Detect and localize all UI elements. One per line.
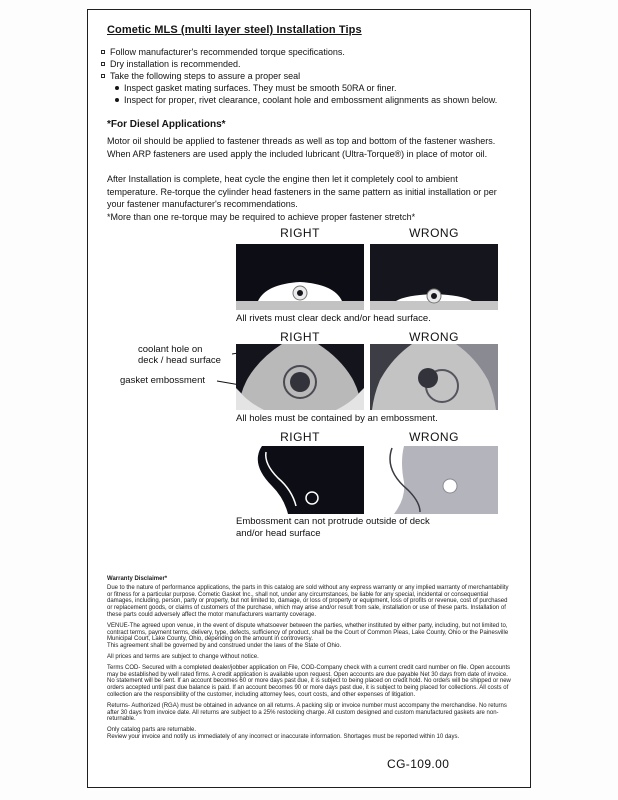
list-item-text: Take the following steps to assure a proper seal: [110, 71, 301, 81]
warranty-paragraph: This agreement shall be governed by and construed under the laws of the State of Ohio.: [107, 643, 342, 650]
diagram-caption-line2: and/or head surface: [236, 528, 321, 539]
list-item: [101, 46, 511, 58]
page-number: CG-109.00: [387, 757, 450, 771]
right-label: RIGHT: [280, 226, 320, 240]
warranty-disclaimer: [107, 576, 513, 741]
warranty-paragraph: All prices and terms are subject to change without notice.: [107, 653, 259, 660]
retorque-note: *More than one re-torque may be required to achieve proper fastener stretch*: [107, 212, 416, 222]
warranty-paragraph: Terms COD- Secured with a completed dealer/jobber application on File, COD-Company check with a current credit card number on file. Open accounts may be established by well rated firms. A credit application is available upon request. Open accounts are due payable Net 30 days from date of invoice. No statement will be sent. If an account becomes 60 or more days past due, it is subject to being placed on credit hold. No orders will be shipped or new orders accepted until past due balance is paid. If an account becomes 90 or more days past due, it is subject to being placed for collections. All costs of collection are the responsibility of the customer, including attorney fees, court costs, and other expenses of litigation.: [107, 664, 511, 698]
filled-bullet-marker: [115, 98, 119, 102]
diagram-caption: [236, 516, 430, 540]
list-item: [101, 70, 511, 82]
warranty-paragraph: Only catalog parts are returnable.: [107, 727, 197, 734]
install-tips-list: [101, 46, 511, 106]
gasket-embossment-label: gasket embossment: [120, 375, 206, 386]
coolant-hole-label: [138, 344, 221, 366]
diesel-paragraph-1: Motor oil should be applied to fastener threads as well as top and bottom of the fastener washers. When ARP fasteners are used apply the included lubricant (Ultra-Torque®) in place of motor oil.: [107, 136, 496, 159]
warranty-paragraph: Review your invoice and notify us immediately of any incorrect or inaccurate information. Shortages must be reported within 10 days.: [107, 733, 460, 740]
wrong-label: WRONG: [409, 330, 459, 344]
catalog-page: [87, 9, 531, 788]
coolant-hole-right-diagram: [236, 344, 364, 410]
diesel-paragraph-2: After Installation is complete, heat cycle the engine then let it completely cool to ambient temperature. Re-torque the cylinder head fasteners in the same pattern as initial installation or per your fastener manufacturer's recommendations.: [107, 174, 497, 209]
diagram-caption: All rivets must clear deck and/or head surface.: [236, 313, 431, 324]
right-label: RIGHT: [280, 330, 320, 344]
diagram-caption-line1: Embossment can not protrude outside of deck: [236, 516, 430, 527]
diagram-caption: All holes must be contained by an embossment.: [236, 413, 438, 424]
coolant-hole-label-line1: coolant hole on: [138, 344, 203, 355]
list-item-text: Inspect gasket mating surfaces. They must be smooth 50RA or finer.: [124, 83, 397, 93]
list-item-text: Inspect for proper, rivet clearance, coolant hole and embossment alignments as shown below.: [124, 95, 498, 105]
coolant-hole-label-line2: deck / head surface: [138, 355, 221, 366]
open-bullet-marker: [101, 62, 105, 66]
rivet-clearance-wrong-diagram: [370, 244, 498, 310]
embossment-right-diagram: [236, 446, 364, 514]
warranty-paragraph: Returns- Authorized (RGA) must be obtained in advance on all returns. A packing slip or invoice number must accompany the merchandise. No returns after 30 days from invoice date. All returns are subject to a 25% restocking charge. All custom designed and custom manufactured gaskets are non-returnable.: [107, 702, 507, 723]
page-title: Cometic MLS (multi layer steel) Installation Tips: [107, 24, 362, 36]
warranty-paragraph: Due to the nature of performance applications, the parts in this catalog are sold without any express warranty or any implied warranty of merchantability or fitness for a particular purpose. Cometic Gasket Inc., shall not, under any circumstances, be liable for any special, incidental or consequential damages, including, person, party or property, but not limited to, damage, or loss of property or equipment, loss of profits or revenue, cost of purchased or replacement goods, or claims of customers of the purchase, which may arise and/or result from sale, installation or use of these parts. Installation of these parts could adversely affect the motor manufacturers warranty coverage.: [107, 584, 509, 618]
coolant-hole-wrong-diagram: [370, 344, 498, 410]
list-item: [115, 94, 511, 106]
warranty-paragraph: VENUE-The agreed upon venue, in the event of dispute whatsoever between the parties, whether instituted by either party, including, but not limited to, contract terms, payment terms, delivery, type, defects, sufficiency of product, shall be the Court of Common Pleas, Lake County, Ohio or the Painesville Municipal Court, Lake County, Ohio, depending on the amount in controversy.: [107, 622, 509, 643]
open-bullet-marker: [101, 74, 105, 78]
diesel-applications-heading: *For Diesel Applications*: [107, 119, 226, 130]
list-item: [101, 58, 511, 70]
embossment-wrong-diagram: [370, 446, 498, 514]
list-item-text: Follow manufacturer's recommended torque specifications.: [110, 47, 345, 57]
right-label: RIGHT: [280, 430, 320, 444]
warranty-heading: Warranty Disclaimer*: [107, 576, 168, 582]
wrong-label: WRONG: [409, 226, 459, 240]
open-bullet-marker: [101, 50, 105, 54]
list-item: [115, 82, 511, 94]
wrong-label: WRONG: [409, 430, 459, 444]
rivet-clearance-right-diagram: [236, 244, 364, 310]
list-item-text: Dry installation is recommended.: [110, 59, 241, 69]
filled-bullet-marker: [115, 86, 119, 90]
